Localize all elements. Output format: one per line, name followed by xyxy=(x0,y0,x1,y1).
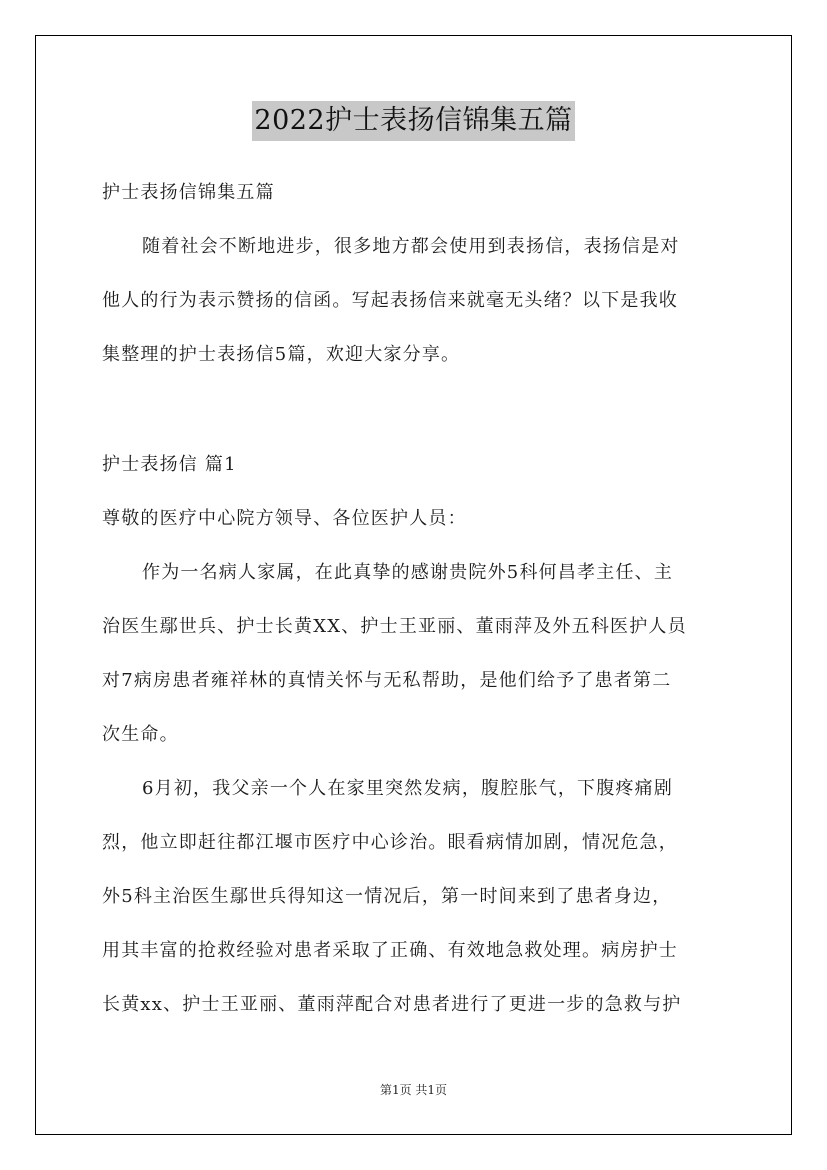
paragraph-line: 外5科主治医生鄢世兵得知这一情况后，第一时间来到了患者身边， xyxy=(102,886,672,907)
paragraph-line: 用其丰富的抢救经验对患者采取了正确、有效地急救处理。病房护士 xyxy=(102,940,678,961)
paragraph-line: 6月初，我父亲一个人在家里突然发病，腹腔胀气，下腹疼痛剧 xyxy=(142,778,674,799)
document-title: 2022护士表扬信锦集五篇 xyxy=(252,101,574,141)
paragraph-line: 随着社会不断地进步，很多地方都会使用到表扬信，表扬信是对 xyxy=(142,236,680,257)
paragraph-line: 集整理的护士表扬信5篇，欢迎大家分享。 xyxy=(102,344,461,365)
paragraph-line: 长黄xx、护士王亚丽、董雨萍配合对患者进行了更进一步的急救与护 xyxy=(102,994,682,1015)
salutation-line: 尊敬的医疗中心院方领导、各位医护人员： xyxy=(102,508,467,529)
paragraph-line: 作为一名病人家属，在此真挚的感谢贵院外5科何昌孝主任、主 xyxy=(142,562,674,583)
paragraph-line: 次生命。 xyxy=(102,724,179,745)
paragraph-line: 烈，他立即赶往都江堰市医疗中心诊治。眼看病情加剧，情况危急， xyxy=(102,832,678,853)
paragraph-line: 治医生鄢世兵、护士长黄XX、护士王亚丽、董雨萍及外五科医护人员 xyxy=(102,616,687,637)
paragraph-line: 对7病房患者雍祥林的真情关怀与无私帮助，是他们给予了患者第二 xyxy=(102,670,672,691)
section-heading: 护士表扬信 篇1 xyxy=(102,454,237,475)
paragraph-line: 他人的行为表示赞扬的信函。写起表扬信来就毫无头绪？以下是我收 xyxy=(102,290,678,311)
page-footer: 第1页 共1页 xyxy=(379,1083,448,1097)
subtitle-line: 护士表扬信锦集五篇 xyxy=(102,182,275,203)
title-container xyxy=(0,101,827,141)
